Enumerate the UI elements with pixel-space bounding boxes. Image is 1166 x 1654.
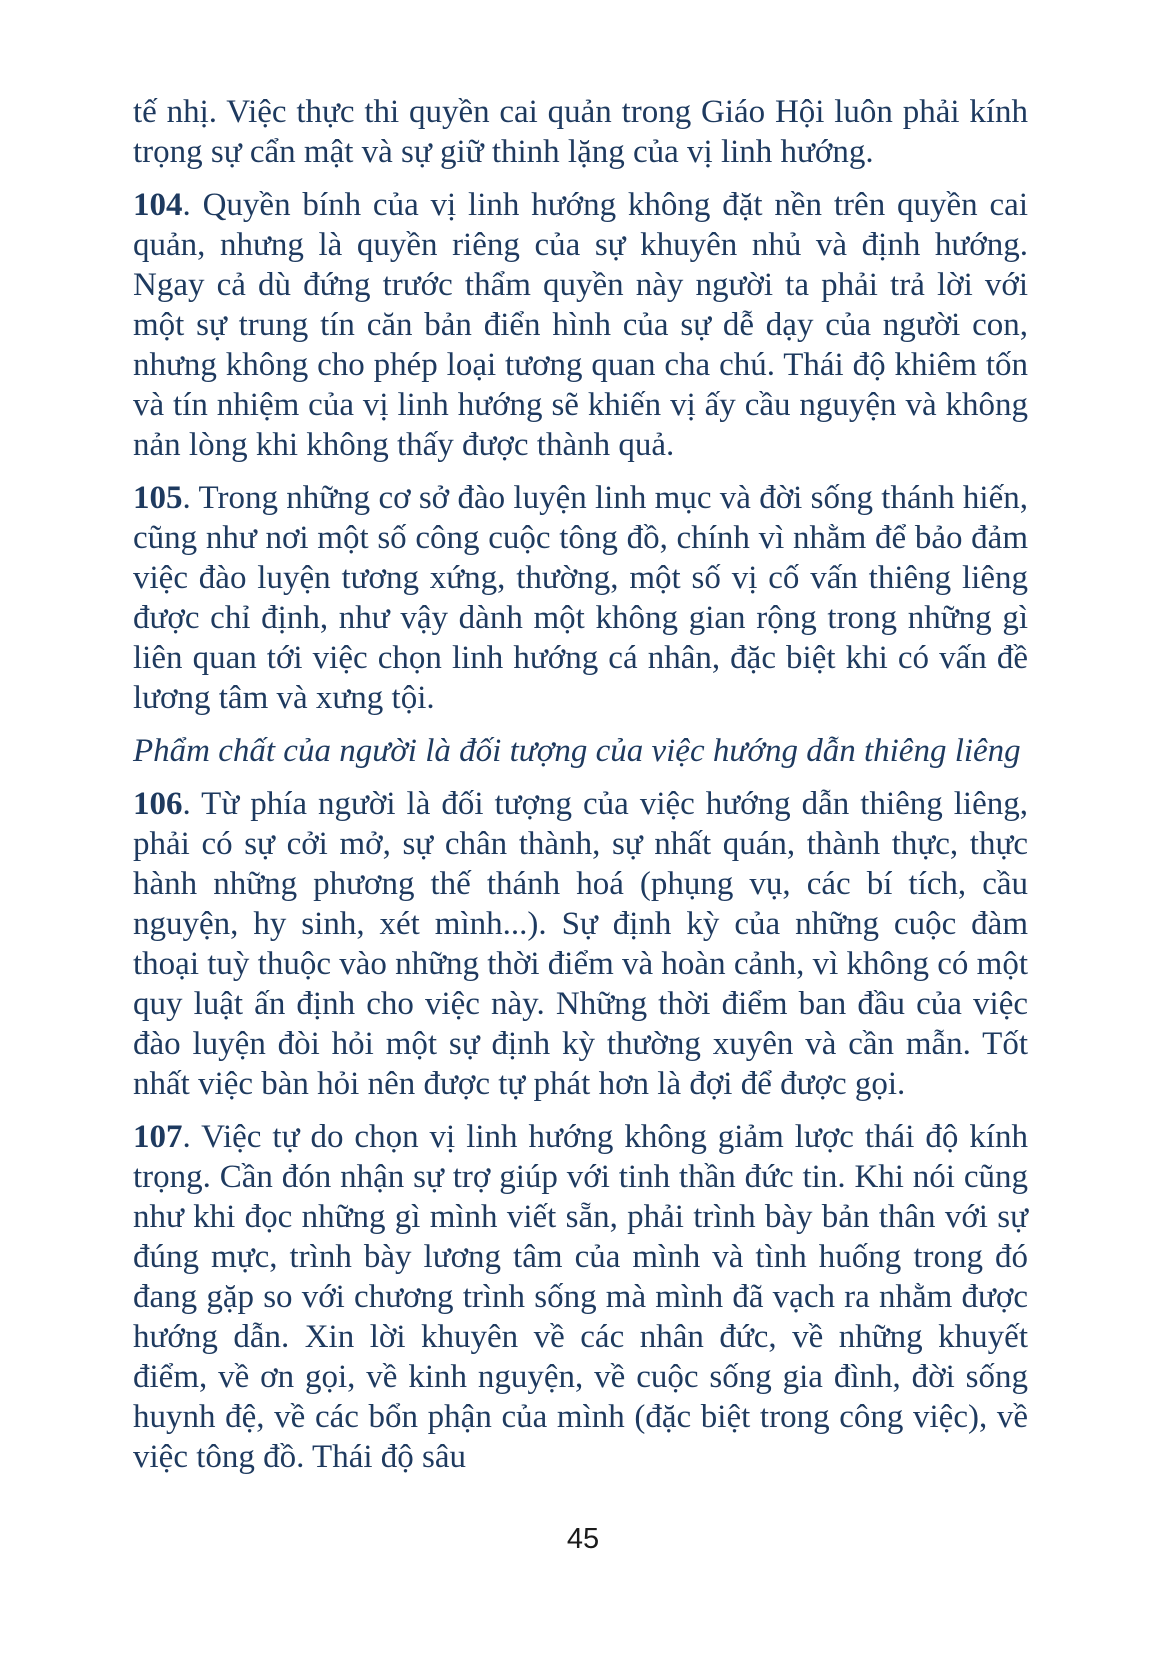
- page-number: 45: [566, 1523, 600, 1555]
- text-block: [133, 92, 1028, 1490]
- paragraph-105: 105. Trong những cơ sở đào luyện linh mục và đời sống thánh hiến, cũng như nơi một số công cuộc tông đồ, chính vì nhằm để bảo đảm việc đào luyện tương xứng, thường, một số vị cố vấn thiêng liêng được chỉ định, như vậy dành một không gian rộng trong những gì liên quan tới việc chọn linh hướng cá nhân, đặc biệt khi có vấn đề lương tâm và xưng tội.: [133, 480, 1028, 716]
- continuation-paragraph: tế nhị. Việc thực thi quyền cai quản trong Giáo Hội luôn phải kính trọng sự cẩn mật và sự giữ thinh lặng của vị linh hướng.: [133, 94, 1028, 170]
- paragraph-104: 104. Quyền bính của vị linh hướng không đặt nền trên quyền cai quản, nhưng là quyền riêng của sự khuyên nhủ và định hướng. Ngay cả dù đứng trước thẩm quyền này người ta phải trả lời với một sự trung tín căn bản điển hình của sự dễ dạy của người con, nhưng không cho phép loại tương quan cha chú. Thái độ khiêm tốn và tín nhiệm của vị linh hướng sẽ khiến vị ấy cầu nguyện và không nản lòng khi không thấy được thành quả.: [133, 187, 1028, 463]
- paragraph-106-number: 106: [133, 786, 183, 822]
- paragraph-104-number: 104: [133, 187, 183, 223]
- section-heading: Phẩm chất của người là đối tượng của việc hướng dẫn thiêng liêng: [133, 733, 1021, 769]
- paragraph-107-number: 107: [133, 1119, 183, 1155]
- paragraph-106: 106. Từ phía người là đối tượng của việc hướng dẫn thiêng liêng, phải có sự cởi mở, sự chân thành, sự nhất quán, thành thực, thực hành những phương thế thánh hoá (phụng vụ, các bí tích, cầu nguyện, hy sinh, xét mình...). Sự định kỳ của những cuộc đàm thoại tuỳ thuộc vào những thời điểm và hoàn cảnh, vì không có một quy luật ấn định cho việc này. Những thời điểm ban đầu của việc đào luyện đòi hỏi một sự định kỳ thường xuyên và cần mẫn. Tốt nhất việc bàn hỏi nên được tự phát hơn là đợi để được gọi.: [133, 786, 1029, 1102]
- paragraph-105-number: 105: [133, 480, 183, 516]
- paragraph-107: 107. Việc tự do chọn vị linh hướng không giảm lược thái độ kính trọng. Cần đón nhận sự trợ giúp với tinh thần đức tin. Khi nói cũng như khi đọc những gì mình viết sẵn, phải trình bày bản thân với sự đúng mực, trình bày lương tâm của mình và tình huống trong đó đang gặp so với chương trình sống mà mình đã vạch ra nhằm được hướng dẫn. Xin lời khuyên về các nhân đức, về những khuyết điểm, về ơn gọi, về kinh nguyện, về cuộc sống gia đình, đời sống huynh đệ, về các bổn phận của mình (đặc biệt trong công việc), về việc tông đồ. Thái độ sâu: [133, 1119, 1028, 1475]
